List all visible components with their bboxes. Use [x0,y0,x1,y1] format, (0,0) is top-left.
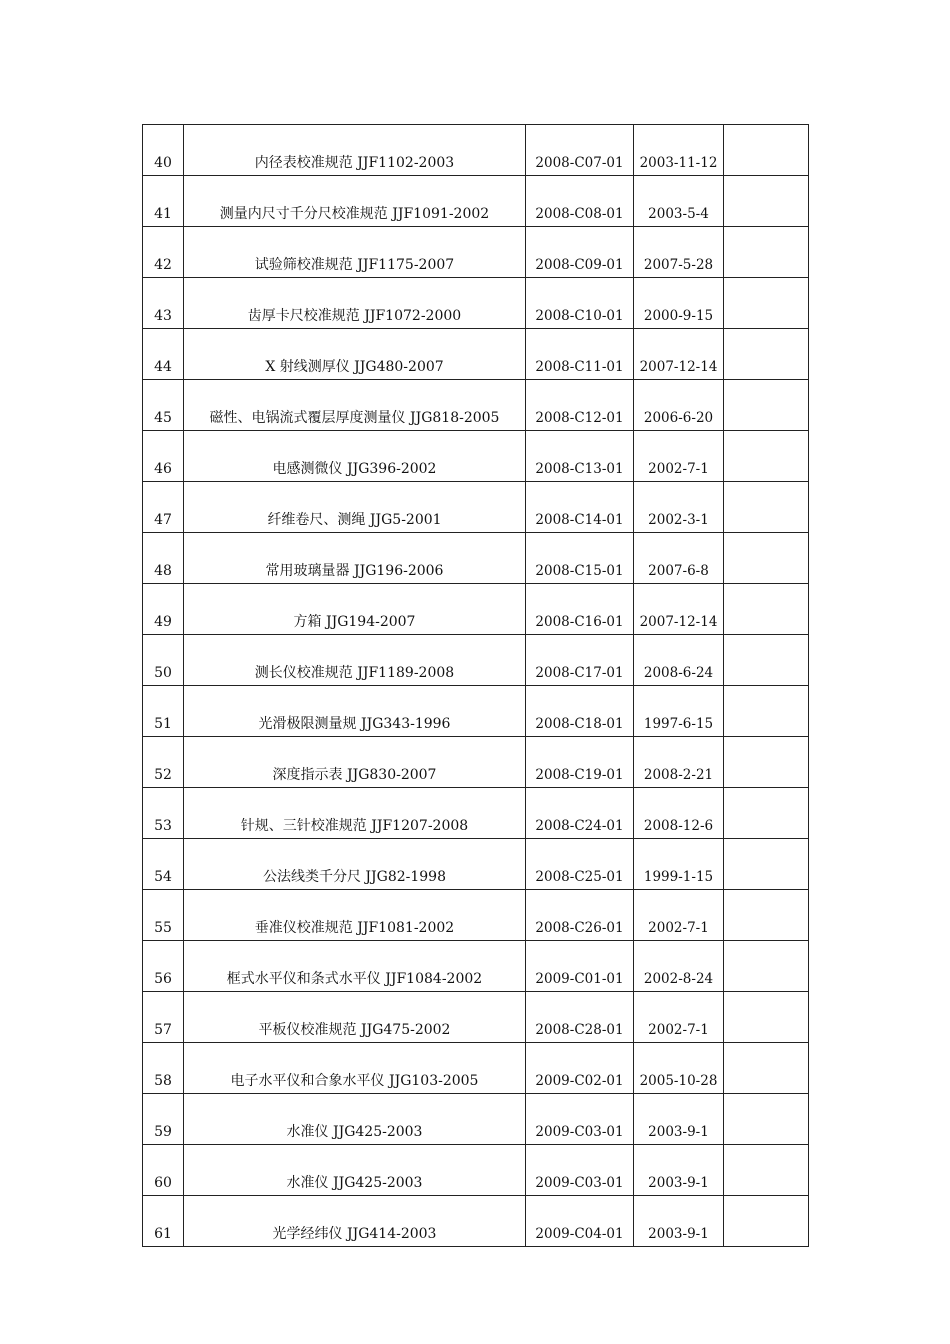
date-cell: 2003-9-1 [634,1196,724,1247]
certificate-code-cell: 2008-C15-01 [526,533,634,584]
table-row [143,941,809,992]
date-cell: 2007-12-14 [634,584,724,635]
remarks-cell [724,533,809,584]
remarks-cell [724,1145,809,1196]
date-cell: 2008-6-24 [634,635,724,686]
date-cell: 2007-6-8 [634,533,724,584]
date-cell: 2008-2-21 [634,737,724,788]
standard-name-cell: 水准仪 JJG425-2003 [184,1094,526,1145]
row-number-cell: 53 [143,788,184,839]
row-number-cell: 60 [143,1145,184,1196]
standard-name-cell: 光滑极限测量规 JJG343-1996 [184,686,526,737]
certificate-code-cell: 2008-C11-01 [526,329,634,380]
table-row [143,1145,809,1196]
row-number-cell: 43 [143,278,184,329]
standards-table-body [143,125,809,1247]
remarks-cell [724,1043,809,1094]
standard-name-cell: 试验筛校准规范 JJF1175-2007 [184,227,526,278]
remarks-cell [724,227,809,278]
certificate-code-cell: 2008-C14-01 [526,482,634,533]
table-row [143,1043,809,1094]
remarks-cell [724,737,809,788]
table-row [143,890,809,941]
standard-name-cell: 电子水平仪和合象水平仪 JJG103-2005 [184,1043,526,1094]
remarks-cell [724,686,809,737]
remarks-cell [724,380,809,431]
date-cell: 2002-3-1 [634,482,724,533]
certificate-code-cell: 2008-C18-01 [526,686,634,737]
certificate-code-cell: 2008-C19-01 [526,737,634,788]
row-number-cell: 49 [143,584,184,635]
remarks-cell [724,176,809,227]
standard-name-cell: 电感测微仪 JJG396-2002 [184,431,526,482]
certificate-code-cell: 2009-C01-01 [526,941,634,992]
date-cell: 2000-9-15 [634,278,724,329]
remarks-cell [724,635,809,686]
date-cell: 2007-12-14 [634,329,724,380]
table-row [143,992,809,1043]
table-row [143,176,809,227]
date-cell: 1999-1-15 [634,839,724,890]
certificate-code-cell: 2008-C07-01 [526,125,634,176]
table-row [143,1094,809,1145]
date-cell: 2003-5-4 [634,176,724,227]
certificate-code-cell: 2008-C09-01 [526,227,634,278]
row-number-cell: 50 [143,635,184,686]
date-cell: 2007-5-28 [634,227,724,278]
table-row [143,125,809,176]
standard-name-cell: 磁性、电锅流式覆层厚度测量仪 JJG818-2005 [184,380,526,431]
row-number-cell: 54 [143,839,184,890]
standard-name-cell: 框式水平仪和条式水平仪 JJF1084-2002 [184,941,526,992]
table-row [143,227,809,278]
certificate-code-cell: 2008-C25-01 [526,839,634,890]
certificate-code-cell: 2009-C03-01 [526,1094,634,1145]
table-row [143,533,809,584]
remarks-cell [724,839,809,890]
standard-name-cell: 测长仪校准规范 JJF1189-2008 [184,635,526,686]
standard-name-cell: 光学经纬仪 JJG414-2003 [184,1196,526,1247]
table-row [143,1196,809,1247]
table-row [143,329,809,380]
remarks-cell [724,482,809,533]
date-cell: 2003-9-1 [634,1094,724,1145]
remarks-cell [724,584,809,635]
remarks-cell [724,1196,809,1247]
table-row [143,737,809,788]
date-cell: 2005-10-28 [634,1043,724,1094]
date-cell: 2002-7-1 [634,890,724,941]
remarks-cell [724,125,809,176]
remarks-cell [724,1094,809,1145]
standards-table [142,124,809,1247]
standard-name-cell: 平板仪校准规范 JJG475-2002 [184,992,526,1043]
row-number-cell: 61 [143,1196,184,1247]
table-row [143,635,809,686]
certificate-code-cell: 2008-C12-01 [526,380,634,431]
date-cell: 2006-6-20 [634,380,724,431]
remarks-cell [724,788,809,839]
remarks-cell [724,941,809,992]
remarks-cell [724,431,809,482]
remarks-cell [724,278,809,329]
date-cell: 2008-12-6 [634,788,724,839]
table-row [143,431,809,482]
row-number-cell: 44 [143,329,184,380]
row-number-cell: 46 [143,431,184,482]
certificate-code-cell: 2009-C02-01 [526,1043,634,1094]
certificate-code-cell: 2008-C26-01 [526,890,634,941]
table-row [143,686,809,737]
date-cell: 2003-9-1 [634,1145,724,1196]
row-number-cell: 40 [143,125,184,176]
certificate-code-cell: 2008-C10-01 [526,278,634,329]
certificate-code-cell: 2008-C17-01 [526,635,634,686]
certificate-code-cell: 2009-C04-01 [526,1196,634,1247]
certificate-code-cell: 2008-C08-01 [526,176,634,227]
date-cell: 1997-6-15 [634,686,724,737]
table-row [143,380,809,431]
standard-name-cell: 齿厚卡尺校准规范 JJF1072-2000 [184,278,526,329]
remarks-cell [724,992,809,1043]
row-number-cell: 52 [143,737,184,788]
standard-name-cell: 水准仪 JJG425-2003 [184,1145,526,1196]
row-number-cell: 48 [143,533,184,584]
standard-name-cell: 常用玻璃量器 JJG196-2006 [184,533,526,584]
standard-name-cell: 纤维卷尺、测绳 JJG5-2001 [184,482,526,533]
remarks-cell [724,329,809,380]
certificate-code-cell: 2008-C24-01 [526,788,634,839]
date-cell: 2002-7-1 [634,431,724,482]
standard-name-cell: X 射线测厚仪 JJG480-2007 [184,329,526,380]
table-row [143,278,809,329]
row-number-cell: 45 [143,380,184,431]
standard-name-cell: 深度指示表 JJG830-2007 [184,737,526,788]
row-number-cell: 56 [143,941,184,992]
row-number-cell: 47 [143,482,184,533]
row-number-cell: 57 [143,992,184,1043]
certificate-code-cell: 2009-C03-01 [526,1145,634,1196]
standard-name-cell: 方箱 JJG194-2007 [184,584,526,635]
date-cell: 2002-7-1 [634,992,724,1043]
certificate-code-cell: 2008-C16-01 [526,584,634,635]
row-number-cell: 42 [143,227,184,278]
date-cell: 2002-8-24 [634,941,724,992]
standard-name-cell: 测量内尺寸千分尺校准规范 JJF1091-2002 [184,176,526,227]
row-number-cell: 55 [143,890,184,941]
table-row [143,788,809,839]
remarks-cell [724,890,809,941]
standard-name-cell: 内径表校准规范 JJF1102-2003 [184,125,526,176]
table-row [143,584,809,635]
standard-name-cell: 公法线类千分尺 JJG82-1998 [184,839,526,890]
row-number-cell: 51 [143,686,184,737]
certificate-code-cell: 2008-C13-01 [526,431,634,482]
row-number-cell: 41 [143,176,184,227]
row-number-cell: 58 [143,1043,184,1094]
standard-name-cell: 垂准仪校准规范 JJF1081-2002 [184,890,526,941]
standard-name-cell: 针规、三针校准规范 JJF1207-2008 [184,788,526,839]
certificate-code-cell: 2008-C28-01 [526,992,634,1043]
table-row [143,482,809,533]
table-row [143,839,809,890]
date-cell: 2003-11-12 [634,125,724,176]
row-number-cell: 59 [143,1094,184,1145]
